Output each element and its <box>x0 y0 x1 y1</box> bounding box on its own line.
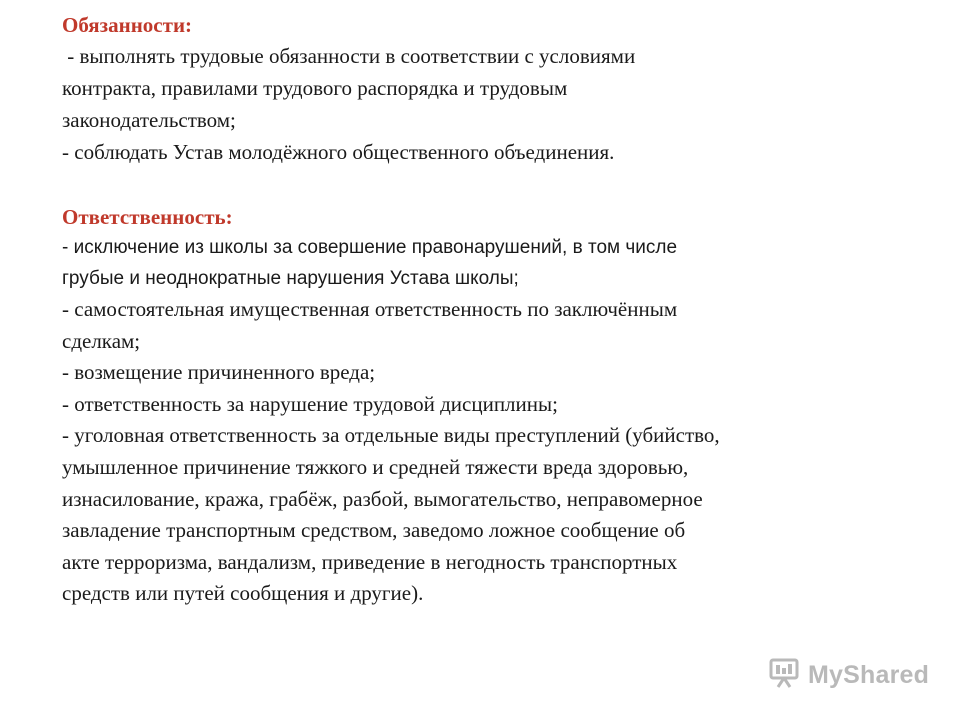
watermark-text: MyShared <box>808 661 930 689</box>
responsibility-line: завладение транспортным средством, заведомо ложное сообщение об <box>62 518 686 543</box>
responsibility-line: - ответственность за нарушение трудовой дисциплины; <box>62 391 558 416</box>
responsibility-line: изнасилование, кража, грабёж, разбой, вымогательство, неправомерное <box>62 486 703 511</box>
responsibility-line: - исключение из школы за совершение правонарушений, в том числе <box>62 237 678 258</box>
duties-heading: Обязанности: <box>62 13 193 37</box>
duties-line: законодательством; <box>62 108 236 132</box>
presentation-board-icon <box>768 656 802 695</box>
responsibility-section <box>62 202 932 610</box>
duties-line: контракта, правилами трудового распорядка и трудовым <box>62 76 568 100</box>
responsibility-line: акте терроризма, вандализм, приведение в негодность транспортных <box>62 549 678 574</box>
responsibility-line: средств или путей сообщения и другие). <box>62 581 424 606</box>
myshared-watermark[interactable] <box>768 656 929 695</box>
duties-section <box>62 10 932 168</box>
duties-line: - соблюдать Устав молодёжного общественного объединения. <box>62 140 615 164</box>
responsibility-line: сделкам; <box>62 328 141 353</box>
responsibility-line: - уголовная ответственность за отдельные виды преступлений (убийство, <box>62 423 720 448</box>
responsibility-line: - возмещение причиненного вреда; <box>62 360 376 385</box>
responsibility-heading: Ответственность: <box>62 205 233 229</box>
responsibility-line: - самостоятельная имущественная ответственность по заключённым <box>62 297 678 321</box>
responsibility-line: грубые и неоднократные нарушения Устава школы; <box>62 268 519 289</box>
duties-line: - выполнять трудовые обязанности в соответствии с условиями <box>62 44 636 68</box>
responsibility-line: умышленное причинение тяжкого и средней тяжести вреда здоровью, <box>62 454 689 479</box>
